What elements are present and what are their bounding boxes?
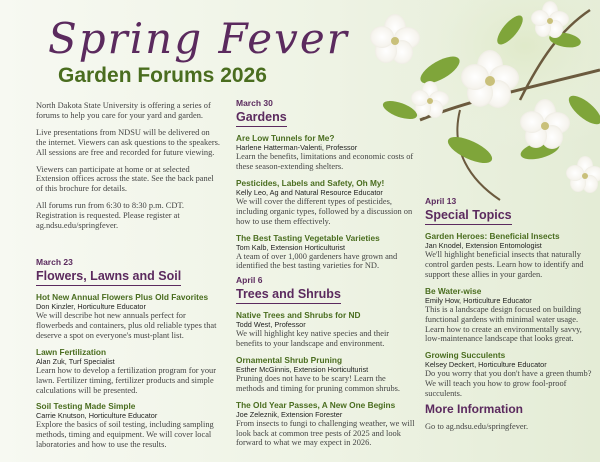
section-april-6 — [236, 275, 416, 448]
forum-presenter: Kelly Leo, Ag and Natural Resource Educator — [236, 187, 383, 197]
forum-description: Pruning does not have to be scary! Learn the methods and timing for pruning common shrubs. — [236, 373, 400, 393]
forum-title: The Best Tasting Vegetable Varieties — [236, 232, 380, 243]
forum-item — [36, 347, 222, 396]
forum-item — [236, 400, 416, 449]
forum-title: Be Water-wise — [425, 285, 482, 296]
forum-description: A team of over 1,000 gardeners have grown and identified the best tasting varieties for ND. — [236, 251, 398, 271]
forum-description: Explore the basics of soil testing, including sampling methods, timing and equipment. We will cover local laboratories and how to use the results. — [36, 420, 214, 450]
forum-description: We will cover the different types of pesticides, including organic types, followed by a discussion on how to use them effectively. — [236, 196, 413, 226]
forum-description: We'll highlight beneficial insects that naturally control garden pests. Learn how to identify and support these allies in your garden. — [425, 250, 584, 279]
intro-paragraph: Live presentations from NDSU will be delivered on the internet. Viewers can ask questions to the speakers. All sessions are free and recorded for future viewing. — [36, 127, 221, 157]
intro-paragraph: All forums run from 6:30 to 8:30 p.m. CDT. Registration is requested. Please register at ag.ndsu.edu/springfever. — [36, 201, 185, 231]
forum-title: The Old Year Passes, A New One Begins — [236, 399, 396, 410]
title-script: Spring Fever — [48, 14, 349, 63]
forum-item — [236, 310, 416, 349]
more-info-link-text: Go to ag.ndsu.edu/springfever. — [425, 422, 529, 431]
forum-presenter: Joe Zeleznik, Extension Forester — [236, 409, 343, 419]
forum-title: Ornamental Shrub Pruning — [236, 354, 343, 365]
forum-description: This is a landscape design focused on building functional gardens with minimal water usage. Learn how to create an environmentally savvy, low-maintenance landscape that looks great. — [425, 304, 582, 344]
section-title: Flowers, Lawns and Soil — [36, 269, 181, 286]
forum-presenter: Jan Knodel, Extension Entomologist — [425, 241, 542, 250]
more-information — [425, 402, 593, 432]
section-date: March 30 — [236, 98, 273, 108]
intro-paragraph: North Dakota State University is offering a series of forums to help you care for your yard and garden. — [36, 101, 211, 120]
intro-text — [36, 101, 222, 238]
forum-description: Do you worry that you don't have a green thumb? We will teach you how to grow fool-proof succulents. — [425, 369, 592, 399]
forum-presenter: Don Kinzler, Horticulture Educator — [36, 302, 146, 311]
forum-title: Pesticides, Labels and Safety, Oh My! — [236, 177, 385, 188]
forum-title: Hot New Annual Flowers Plus Old Favorites — [36, 292, 209, 302]
section-date: April 13 — [425, 196, 457, 206]
section-april-13 — [425, 196, 593, 399]
forum-presenter: Esther McGinnis, Extension Horticulturist — [236, 364, 369, 374]
section-date: March 23 — [36, 257, 73, 267]
forum-item — [236, 355, 416, 394]
forum-title: Growing Succulents — [425, 350, 506, 361]
section-date: April 6 — [236, 275, 263, 285]
section-march-23 — [36, 257, 222, 450]
forum-presenter: Harlene Hatterman-Valenti, Professor — [236, 143, 358, 152]
section-title: Gardens — [236, 110, 287, 127]
forum-description: From insects to fungi to challenging weather, we will look back at common tree pests of 2025 and look forward to what we may expect in 2026. — [236, 418, 415, 448]
forum-title: Are Low Tunnels for Me? — [236, 133, 335, 143]
forum-item — [425, 286, 593, 345]
forum-item — [236, 233, 416, 272]
forum-presenter: Emily How, Horticulture Educator — [425, 295, 532, 305]
forum-item — [236, 178, 416, 227]
forum-presenter: Carrie Knutson, Horticulture Educator — [36, 411, 158, 421]
intro-paragraph: Viewers can participate at home or at selected Extension offices across the state. See the back panel of this brochure for details. — [36, 164, 214, 194]
forum-presenter: Todd West, Professor — [236, 320, 306, 329]
forum-item — [236, 133, 416, 172]
title-subtitle: Garden Forums 2026 — [58, 64, 267, 87]
forum-presenter: Kelsey Deckert, Horticulture Educator — [425, 360, 547, 370]
forum-title: Garden Heroes: Beneficial Insects — [425, 231, 560, 241]
forum-description: We will highlight key native species and their benefits to your landscape and environment. — [236, 329, 390, 348]
forum-description: We will describe hot new annuals perfect for flowerbeds and containers, plus old reliable types that deserve a spot on everyone's must-plant list. — [36, 311, 217, 340]
section-title: Special Topics — [425, 208, 512, 225]
forum-item — [36, 401, 222, 450]
forum-description: Learn the benefits, limitations and economic costs of these season-extending shelters. — [236, 152, 414, 171]
forum-item — [425, 350, 593, 399]
forum-presenter: Tom Kalb, Extension Horticulturist — [236, 242, 346, 252]
more-info-title: More Information — [425, 402, 523, 416]
section-march-30 — [236, 98, 416, 271]
section-title: Trees and Shrubs — [236, 287, 341, 304]
forum-description: Learn how to develop a fertilization program for your lawn. Fertilizer timing, fertilizer products and simple calculations will be presented. — [36, 365, 216, 395]
forum-item — [425, 231, 593, 280]
forum-title: Lawn Fertilization — [36, 346, 107, 357]
forum-title: Soil Testing Made Simple — [36, 401, 136, 412]
forum-presenter: Alan Zuk, Turf Specialist — [36, 356, 115, 366]
forum-title: Native Trees and Shrubs for ND — [236, 310, 361, 320]
forum-item — [36, 292, 222, 341]
